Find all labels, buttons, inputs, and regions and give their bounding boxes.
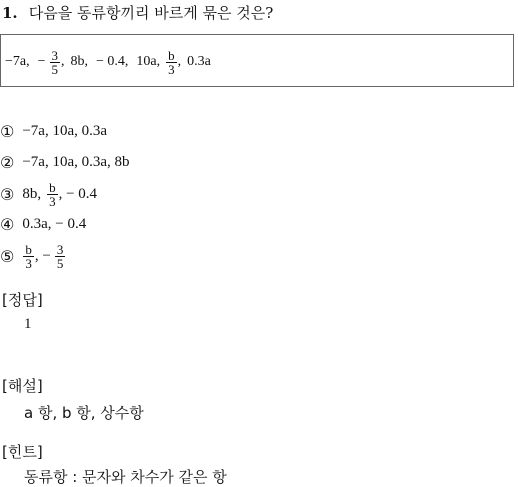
option-marker: ⑤ bbox=[0, 246, 15, 266]
option-3-post: , − 0.4 bbox=[58, 185, 98, 202]
explanation-heading: [해설] bbox=[2, 377, 43, 395]
option-5[interactable] bbox=[0, 238, 66, 274]
option-marker: ③ bbox=[0, 184, 15, 204]
term-7: 0.3a bbox=[187, 54, 211, 69]
option-3-fraction bbox=[47, 181, 58, 208]
option-5-numerator-2: 3 bbox=[56, 241, 64, 257]
option-3[interactable] bbox=[0, 176, 97, 212]
option-text: −7a, 10a, 0.3a, 8b bbox=[22, 153, 130, 170]
question-line bbox=[2, 2, 273, 23]
option-3-pre: 8b, bbox=[22, 185, 42, 202]
term-6-numerator: b bbox=[168, 47, 175, 63]
term-3: 8b, bbox=[70, 54, 89, 69]
term-2-fraction bbox=[50, 49, 61, 76]
answer-value: 1 bbox=[24, 316, 32, 332]
option-5-fraction-2 bbox=[55, 243, 66, 270]
option-5-denominator-1: 3 bbox=[25, 255, 32, 271]
term-2-numerator: 3 bbox=[51, 47, 59, 63]
term-2-denominator: 5 bbox=[51, 61, 59, 77]
option-text: −7a, 10a, 0.3a bbox=[22, 122, 108, 139]
question-number: 1. bbox=[2, 4, 18, 22]
hint-heading: [힌트] bbox=[2, 443, 43, 461]
option-4[interactable] bbox=[0, 214, 86, 234]
option-marker: ④ bbox=[0, 214, 15, 234]
option-2[interactable] bbox=[0, 152, 130, 172]
option-text: 0.3a, − 0.4 bbox=[22, 215, 87, 232]
option-5-numerator-1: b bbox=[25, 241, 32, 257]
term-6-comma: , bbox=[177, 54, 182, 69]
term-2-sign: − bbox=[37, 54, 46, 69]
option-1[interactable] bbox=[0, 121, 107, 141]
term-6-fraction bbox=[166, 49, 177, 76]
term-5: 10a, bbox=[136, 54, 161, 69]
hint-text: 동류항 : 문자와 차수가 같은 항 bbox=[24, 468, 227, 486]
terms-expression bbox=[5, 44, 211, 80]
term-6-denominator: 3 bbox=[168, 61, 175, 77]
explanation-text: a 항, b 항, 상수항 bbox=[24, 404, 144, 422]
option-3-numerator: b bbox=[49, 179, 56, 195]
option-3-denominator: 3 bbox=[49, 193, 56, 209]
option-5-denominator-2: 5 bbox=[56, 255, 64, 271]
option-5-fraction-1 bbox=[23, 243, 34, 270]
option-marker: ① bbox=[0, 121, 15, 141]
term-2-comma: , bbox=[61, 54, 65, 69]
term-1: −7a, bbox=[5, 54, 30, 69]
answer-heading: [정답] bbox=[2, 291, 43, 309]
option-marker: ② bbox=[0, 152, 15, 172]
question-text: 다음을 동류항끼리 바르게 묶은 것은? bbox=[28, 4, 274, 22]
option-5-mid: , − bbox=[34, 247, 51, 264]
terms-box bbox=[0, 34, 514, 87]
term-4: − 0.4, bbox=[96, 54, 129, 69]
